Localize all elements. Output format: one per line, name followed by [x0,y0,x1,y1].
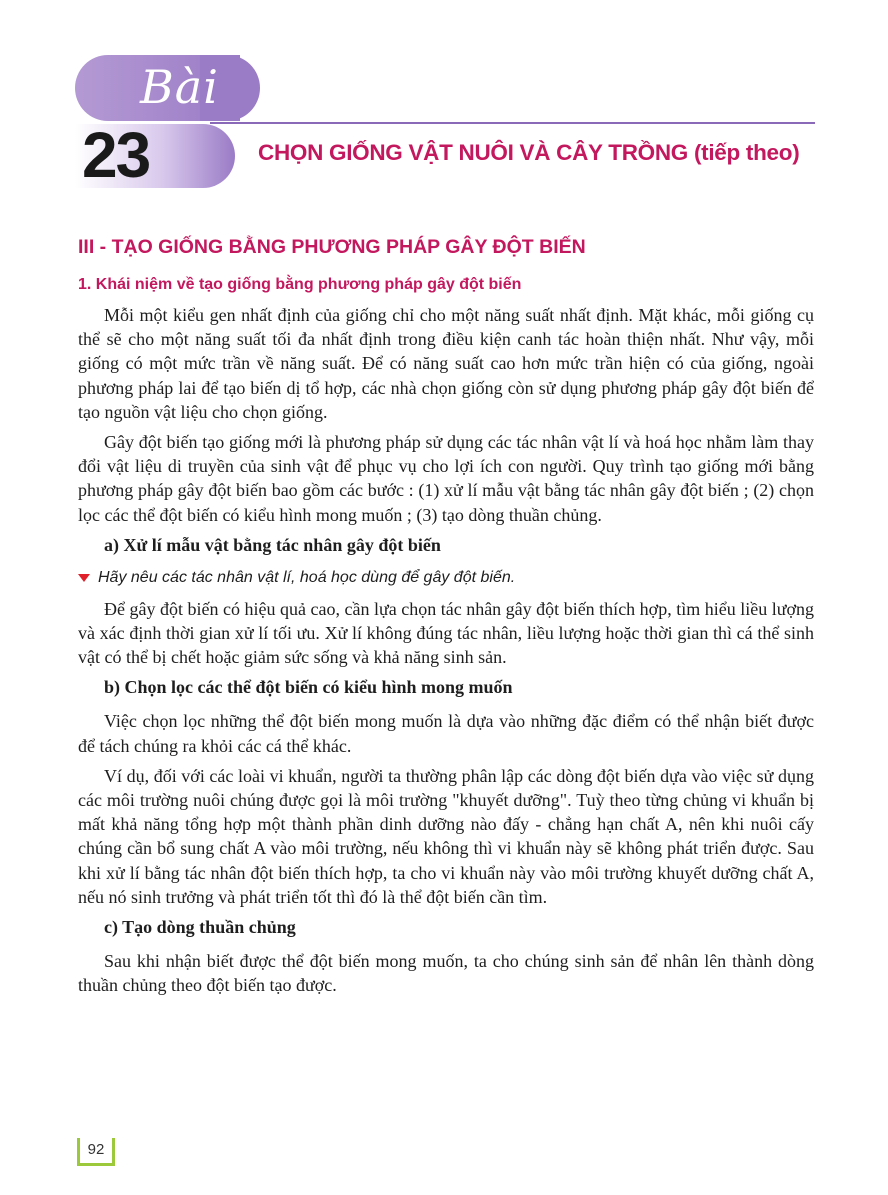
paragraph-6: Sau khi nhận biết được thể đột biến mong muốn, ta cho chúng sinh sản để nhân lên thành dòng thuần chủng theo đột biến tạo được. [78,951,814,996]
lesson-word: Bài [140,60,219,114]
heading-b: b) Chọn lọc các thể đột biến có kiểu hình mong muốn [104,677,513,698]
heading-a: a) Xử lí mẫu vật bằng tác nhân gây đột biến [104,534,441,555]
lesson-title: CHỌN GIỐNG VẬT NUÔI VÀ CÂY TRỒNG (tiếp theo) [258,140,800,165]
lesson-number: 23 [82,119,150,191]
paragraph-2: Gây đột biến tạo giống mới là phương pháp sử dụng các tác nhân vật lí và hoá học nhằm làm thay đổi vật liệu di truyền của sinh vật để phục vụ cho lợi ích con người. Quy trình tạo giống mới bằng phương pháp gây đột biến bao gồm các bước : (1) xử lí mẫu vật bằng tác nhân gây đột biến ; (2) chọn lọc các thể đột biến có kiểu hình mong muốn ; (3) tạo dòng thuần chủng. [78,432,814,525]
paragraph-4: Việc chọn lọc những thể đột biến mong muốn là dựa vào những đặc điểm có thể nhận biết được để tách chúng ra khỏi các cá thể khác. [78,711,814,756]
page-number: 92 [77,1138,115,1166]
question-a [78,567,814,589]
paragraph-3: Để gây đột biến có hiệu quả cao, cần lựa chọn tác nhân gây đột biến thích hợp, tìm hiểu liều lượng và xác định thời gian xử lí tối ưu. Xử lí không đúng tác nhân, liều lượng hoặc thời gian thì cá thể sinh vật có thể bị chết hoặc giảm sức sống và khả năng sinh sản. [78,598,814,668]
triangle-bullet-icon [78,574,90,582]
paragraph-1: Mỗi một kiểu gen nhất định của giống chỉ cho một năng suất nhất định. Mặt khác, mỗi giống cụ thể sẽ cho một năng suất tối đa nhất định trong điều kiện canh tác hoàn thiện nhất. Như vậy, mỗi giống có một mức trần về năng suất. Để có năng suất cao hơn mức trần hiện có của giống, ngoài phương pháp lai để tạo biến dị tổ hợp, các nhà chọn giống còn sử dụng phương pháp gây đột biến để tạo nguồn vật liệu cho chọn giống. [78,305,814,422]
paragraph-5: Ví dụ, đối với các loài vi khuẩn, người ta thường phân lập các dòng đột biến dựa vào việc sử dụng các môi trường nuôi chúng được gọi là môi trường "khuyết dưỡng". Tuỳ theo từng chủng vi khuẩn bị mất khả năng tổng hợp một thành phần dinh dưỡng nào đấy - chẳng hạn chất A, nên khi nuôi cấy chúng cần bổ sung chất A vào môi trường, nếu không thì vi khuẩn này sẽ không phát triển được. Sau khi xử lí bằng tác nhân đột biến thích hợp, ta cho vi khuẩn này vào môi trường khuyết dưỡng chất A, nếu nó sinh trưởng và phát triển tốt thì đó là thể đột biến cần tìm. [78,765,814,907]
content-body [78,303,814,1003]
section-heading: III - TẠO GIỐNG BẰNG PHƯƠNG PHÁP GÂY ĐỘT BIẾN [78,236,586,258]
question-a-text: Hãy nêu các tác nhân vật lí, hoá học dùng để gây đột biến. [98,568,516,586]
section-subheading: 1. Khái niệm về tạo giống bằng phương pháp gây đột biến [78,276,522,293]
header-rule [210,122,815,124]
heading-c: c) Tạo dòng thuần chủng [104,917,296,938]
